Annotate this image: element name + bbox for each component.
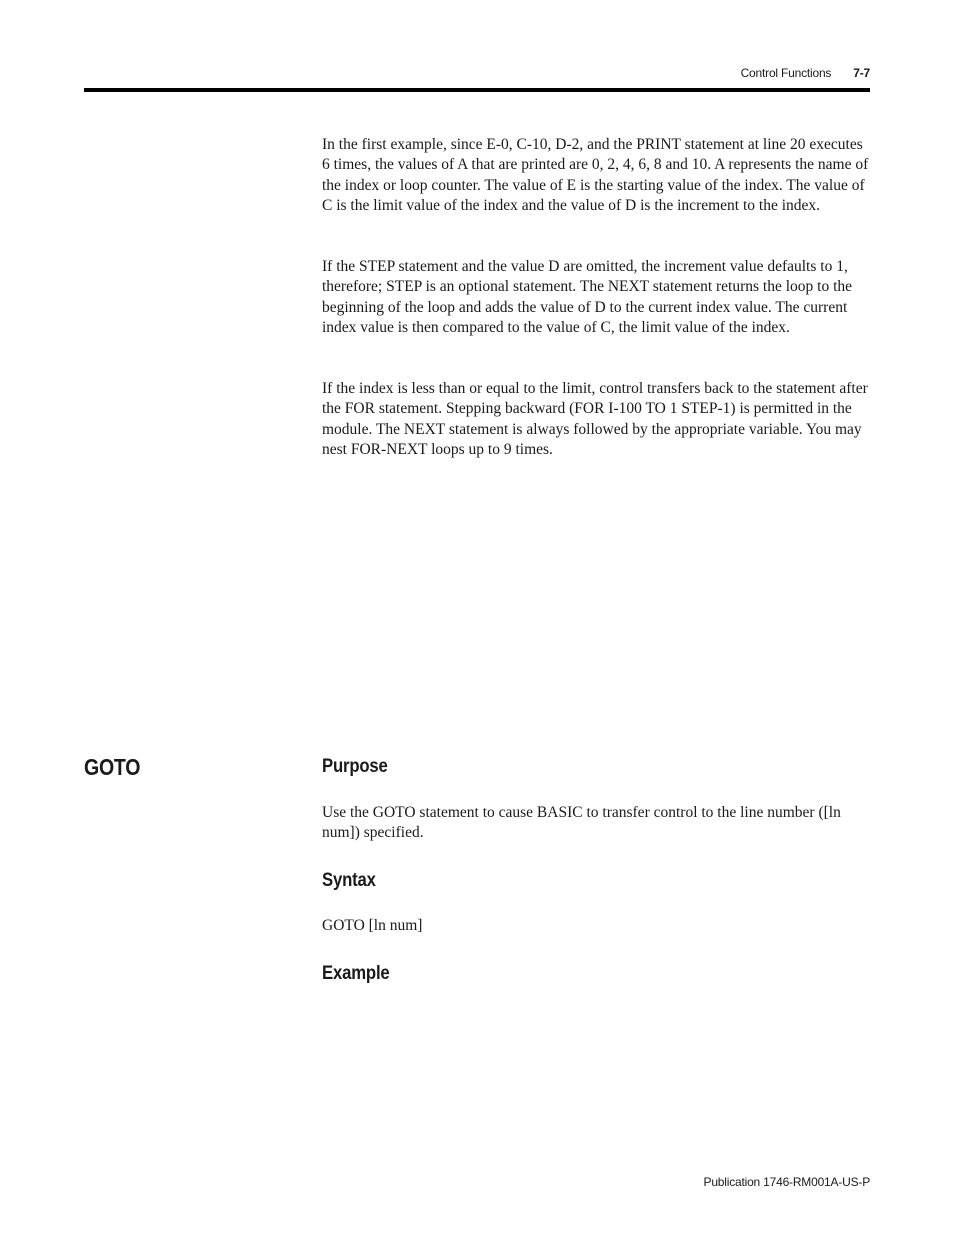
syntax-code: GOTO [ln num]: [322, 917, 423, 934]
intro-paragraph-2: [322, 257, 870, 338]
example-heading: Example: [322, 963, 390, 984]
syntax-paragraph: [322, 916, 870, 936]
purpose-paragraph: [322, 803, 870, 844]
page-header: [84, 60, 870, 90]
syntax-heading: Syntax: [322, 870, 376, 891]
page-footer: Publication 1746-RM001A-US-P: [703, 1175, 870, 1189]
paragraph-text: In the first example, since E-0, C-10, D-2, and the PRINT statement at line 20 executes 6 times, the values of A that are printed are 0, 2, 4, 6, 8 and 10. A represents the name of the index or loop counter. The value of E is the starting value of the index. The value of C is the limit value of the index and the value of D is the increment to the index.: [322, 136, 869, 214]
header-rule: [84, 88, 870, 92]
header-text: [741, 66, 870, 80]
purpose-heading: Purpose: [322, 756, 388, 777]
goto-section-title: GOTO: [84, 754, 141, 780]
header-page-number: 7-7: [853, 66, 870, 80]
header-section-title: Control Functions: [740, 66, 832, 80]
paragraph-text: If the STEP statement and the value D are omitted, the increment value defaults to 1, therefore; STEP is an optional statement. The NEXT statement returns the loop to the beginning of the loop and adds the value of D to the current index value. The current index value is then compared to the value of C, the limit value of the index.: [322, 258, 853, 336]
intro-paragraph-1: [322, 135, 870, 216]
paragraph-text: If the index is less than or equal to the limit, control transfers back to the statement after the FOR statement. Stepping backward (FOR I-100 TO 1 STEP-1) is permitted in the module. The NEXT statement is always followed by the appropriate variable. You may nest FOR-NEXT loops up to 9 times.: [322, 380, 868, 458]
intro-paragraph-3: [322, 379, 870, 460]
paragraph-text: Use the GOTO statement to cause BASIC to transfer control to the line number ([ln num]) specified.: [322, 804, 841, 842]
